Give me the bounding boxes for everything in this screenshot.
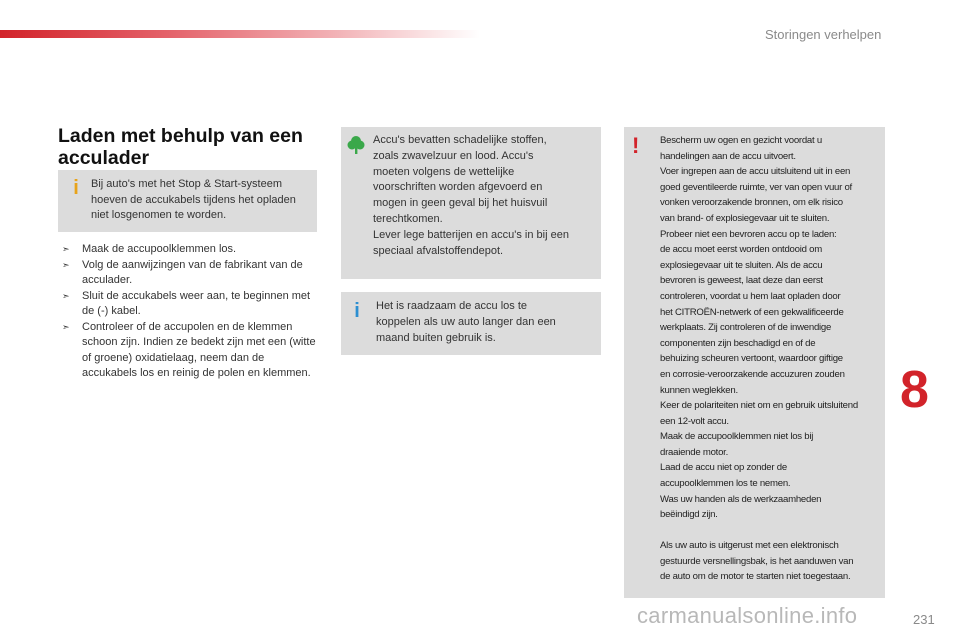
warning-text: Bescherm uw ogen en gezicht voordat u handelingen aan de accu uitvoert. Voer ingrepen aan de accu uitsluitend uit in een goed geventileerde ruimte, ver van open vuur of vonken veroorzakende bronnen, om elk risico van brand- of explosiegevaar uit te sluiten. Probeer niet een bevroren accu op te laden: de accu moet eerst worden ontdooid om explosiegevaar uit te sluiten. Als de accu bevroren is geweest, laat deze dan eerst controleren, voordat u hem laat opladen door het CITROËN-netwerk of een gekwalificeerde werkplaats. Zij controleren of de inwendige componenten zijn beschadigd en of de behuizing scheuren vertoont, waardoor giftige en corrosie-veroorzakende accuzuren zouden kunnen weglekken. Keer de polariteiten niet om en gebruik uitsluitend een 12-volt accu. Maak de accupoolklemmen niet los bij draaiende motor. Laad de accu niet op zonder de accupoolklemmen los te nemen. Was uw handen als de werkzaamheden beëindigd zijn. — [660, 135, 858, 521]
list-item: ➣ Volg de aanwijzingen van de fabrikant van de acculader. — [62, 258, 303, 286]
stop-start-info-text: Bij auto's met het Stop & Start-systeem hoeven de accukabels tijdens het opladen niet losgenomen te worden. — [91, 178, 296, 221]
list-item: ➣ Controleer of de accupolen en de klemmen schoon zijn. Indien ze bedekt zijn met een (witte of groene) oxidatielaag, neem dan de accukabels los en reinig de polen en klemmen. — [62, 320, 316, 379]
section-title: Storingen verhelpen — [765, 27, 882, 42]
page-number: 231 — [913, 612, 935, 627]
tree-icon — [347, 135, 365, 155]
warning-gearbox-note: Als uw auto is uitgerust met een elektronisch gestuurde versnellingsbak, is het aanduwen van de auto om de motor te starten niet toegestaan. — [660, 540, 854, 583]
page-title-line-1: Laden met behulp van een — [58, 125, 303, 147]
list-item: ➣ Sluit de accukabels weer aan, te beginnen met de (-) kabel. — [62, 289, 311, 317]
tip-note-box — [341, 292, 601, 355]
arrow-bullet-icon: ➣ — [62, 244, 70, 254]
stop-start-info-box — [58, 170, 317, 232]
info-icon: i — [73, 177, 79, 199]
page-title — [58, 125, 328, 169]
header-accent-bar — [0, 30, 480, 38]
arrow-bullet-icon: ➣ — [62, 321, 70, 332]
list-item: ➣ Maak de accupoolklemmen los. — [62, 242, 322, 258]
environment-note-box — [341, 127, 601, 279]
watermark: carmanualsonline.info — [637, 603, 858, 628]
arrow-bullet-icon: ➣ — [62, 290, 70, 301]
info-icon: i — [354, 300, 360, 322]
arrow-bullet-icon: ➣ — [62, 259, 70, 270]
chapter-number: 8 — [900, 361, 929, 419]
tip-note-text: Het is raadzaam de accu los te koppelen als uw auto langer dan een maand buiten gebruik is. — [376, 300, 556, 344]
exclamation-icon: ! — [632, 133, 640, 158]
environment-note-text: Accu's bevatten schadelijke stoffen, zoals zwavelzuur en lood. Accu's moeten volgens de wettelijke voorschriften worden afgevoerd en mogen in geen geval bij het huisvuil terechtkomen. Lever lege batterijen en accu's in bij een speciaal afvalstoffendepot. — [373, 134, 569, 257]
page-title-line-2: acculader — [58, 147, 150, 169]
steps-list — [62, 242, 322, 382]
